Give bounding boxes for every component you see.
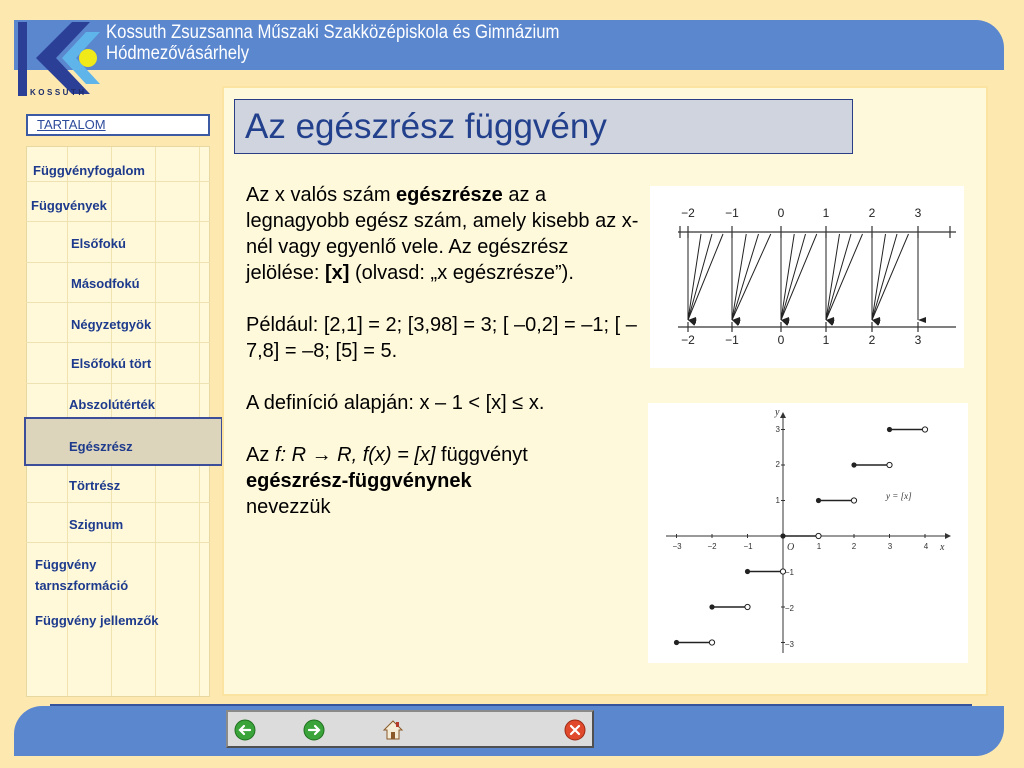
mapping-arrow	[872, 234, 897, 320]
closed-endpoint	[780, 533, 785, 538]
number-line-figure	[650, 186, 964, 368]
tartalom-link[interactable]	[26, 114, 210, 136]
nl-bottom-label: 3	[914, 333, 922, 347]
navigation-toolbar	[226, 710, 594, 748]
origin-label: O	[787, 542, 795, 553]
y-tick-label: 2	[775, 460, 780, 469]
school-city: Hódmezővásárhely	[106, 43, 250, 64]
x-tick-label: 4	[923, 542, 929, 551]
x-tick-label: −3	[672, 542, 682, 551]
open-endpoint	[816, 533, 821, 538]
sidebar-item-abszoluterték[interactable]: Abszolútérték	[69, 397, 155, 412]
close-icon[interactable]	[564, 719, 586, 741]
footer-line	[50, 704, 972, 706]
inequality-paragraph: A definíció alapján: x – 1 < [x] ≤ x.	[246, 392, 545, 414]
logo-text: KOSSUTH	[30, 88, 87, 97]
nl-top-label: 2	[868, 206, 876, 220]
floor-graph-figure	[648, 403, 968, 663]
page-title: Az egészrész függvény	[245, 107, 607, 146]
sidebar-item-negyzetgyok[interactable]: Négyzetgyök	[71, 317, 152, 332]
x-tick-label: 3	[887, 542, 893, 551]
sidebar-item-fuggveny-transzformacio[interactable]: Függvény tarnszformáció	[35, 557, 129, 593]
mapping-arrow	[826, 234, 851, 320]
nl-top-label: −2	[681, 206, 695, 220]
sidebar-item-elsofoku[interactable]: Elsőfokú	[71, 236, 126, 251]
y-axis-label: y	[775, 407, 780, 418]
nl-bottom-label: 0	[777, 333, 785, 347]
school-name-line1: Kossuth Zsuzsanna Műszaki Szakközépiskola és Gimnázium	[106, 22, 560, 43]
sidebar-item-szignum[interactable]: Szignum	[69, 517, 124, 532]
y-tick-label: 1	[775, 496, 780, 505]
sidebar-item-elsofoku-tort[interactable]: Elsőfokú tört	[71, 356, 152, 371]
mapping-arrow	[781, 234, 806, 320]
mapping-arrow	[732, 234, 746, 320]
forward-arrow-icon[interactable]	[303, 719, 325, 741]
open-endpoint	[745, 604, 750, 609]
function-paragraph: Az f: R → R, f(x) = [x] függvényt egészrész-függvénynek nevezzük	[246, 444, 528, 518]
mapping-arrow	[732, 234, 759, 320]
sidebar-item-fuggvenyfogalom[interactable]: Függvényfogalom	[33, 163, 145, 178]
nl-bottom-label: −2	[681, 333, 695, 347]
mapping-arrow	[781, 234, 817, 320]
mapping-arrow	[826, 234, 840, 320]
x-axis-label: x	[940, 542, 945, 553]
school-name	[106, 22, 560, 64]
closed-endpoint	[745, 569, 750, 574]
nl-top-label: −1	[725, 206, 739, 220]
mapping-arrow	[826, 234, 863, 320]
definition-paragraph: Az x valós szám egészrésze az a legnagyobb egész szám, amely kisebb az x-nél vagy egyenlő vele. Az egészrész jelölése: [x] (olvasd: „x egészrésze”).	[246, 184, 639, 284]
sidebar-item-egeszresz[interactable]: Egészrész	[69, 439, 133, 454]
mapping-arrow	[732, 234, 771, 320]
y-tick-label: −1	[784, 568, 794, 577]
closed-endpoint	[816, 498, 821, 503]
x-tick-label: −2	[707, 542, 717, 551]
tartalom-label: TARTALOM	[37, 117, 106, 132]
y-tick-label: −2	[784, 604, 794, 613]
closed-endpoint	[851, 462, 856, 467]
y-tick-label: −3	[784, 640, 794, 649]
definition-text	[246, 182, 642, 546]
closed-endpoint	[674, 640, 679, 645]
open-endpoint	[709, 640, 714, 645]
sidebar-item-masodfoku[interactable]: Másodfokú	[71, 276, 140, 291]
sidebar-item-fuggvenyek[interactable]: Függvények	[31, 198, 107, 213]
mapping-arrow	[872, 234, 886, 320]
nl-top-label: 1	[822, 206, 830, 220]
mapping-arrow	[688, 234, 723, 320]
y-tick-label: 3	[775, 425, 780, 434]
mapping-arrow	[688, 234, 701, 320]
back-arrow-icon[interactable]	[234, 719, 256, 741]
nl-bottom-label: −1	[725, 333, 739, 347]
open-endpoint	[851, 498, 856, 503]
nl-top-label: 3	[914, 206, 922, 220]
home-icon[interactable]	[382, 719, 404, 741]
closed-endpoint	[709, 604, 714, 609]
function-label: y = [x]	[886, 491, 912, 501]
mapping-arrow	[688, 234, 712, 320]
mapping-arrow	[781, 234, 794, 320]
closed-endpoint	[887, 427, 892, 432]
mapping-arrow	[872, 234, 909, 320]
x-tick-label: 1	[816, 542, 822, 551]
sidebar-item-fuggveny-jellemzok[interactable]: Függvény jellemzők	[35, 613, 159, 628]
examples-paragraph: Például: [2,1] = 2; [3,98] = 3; [ –0,2] = –1; [ –7,8] = –8; [5] = 5.	[246, 314, 637, 362]
x-tick-label: 2	[851, 542, 857, 551]
open-endpoint	[922, 427, 927, 432]
open-endpoint	[887, 462, 892, 467]
page-title-box	[234, 99, 853, 154]
x-tick-label: −1	[743, 542, 753, 551]
sidebar-item-tortresz[interactable]: Törtrész	[69, 478, 121, 493]
nl-top-label: 0	[777, 206, 785, 220]
nl-bottom-label: 1	[822, 333, 830, 347]
nl-bottom-label: 2	[868, 333, 876, 347]
